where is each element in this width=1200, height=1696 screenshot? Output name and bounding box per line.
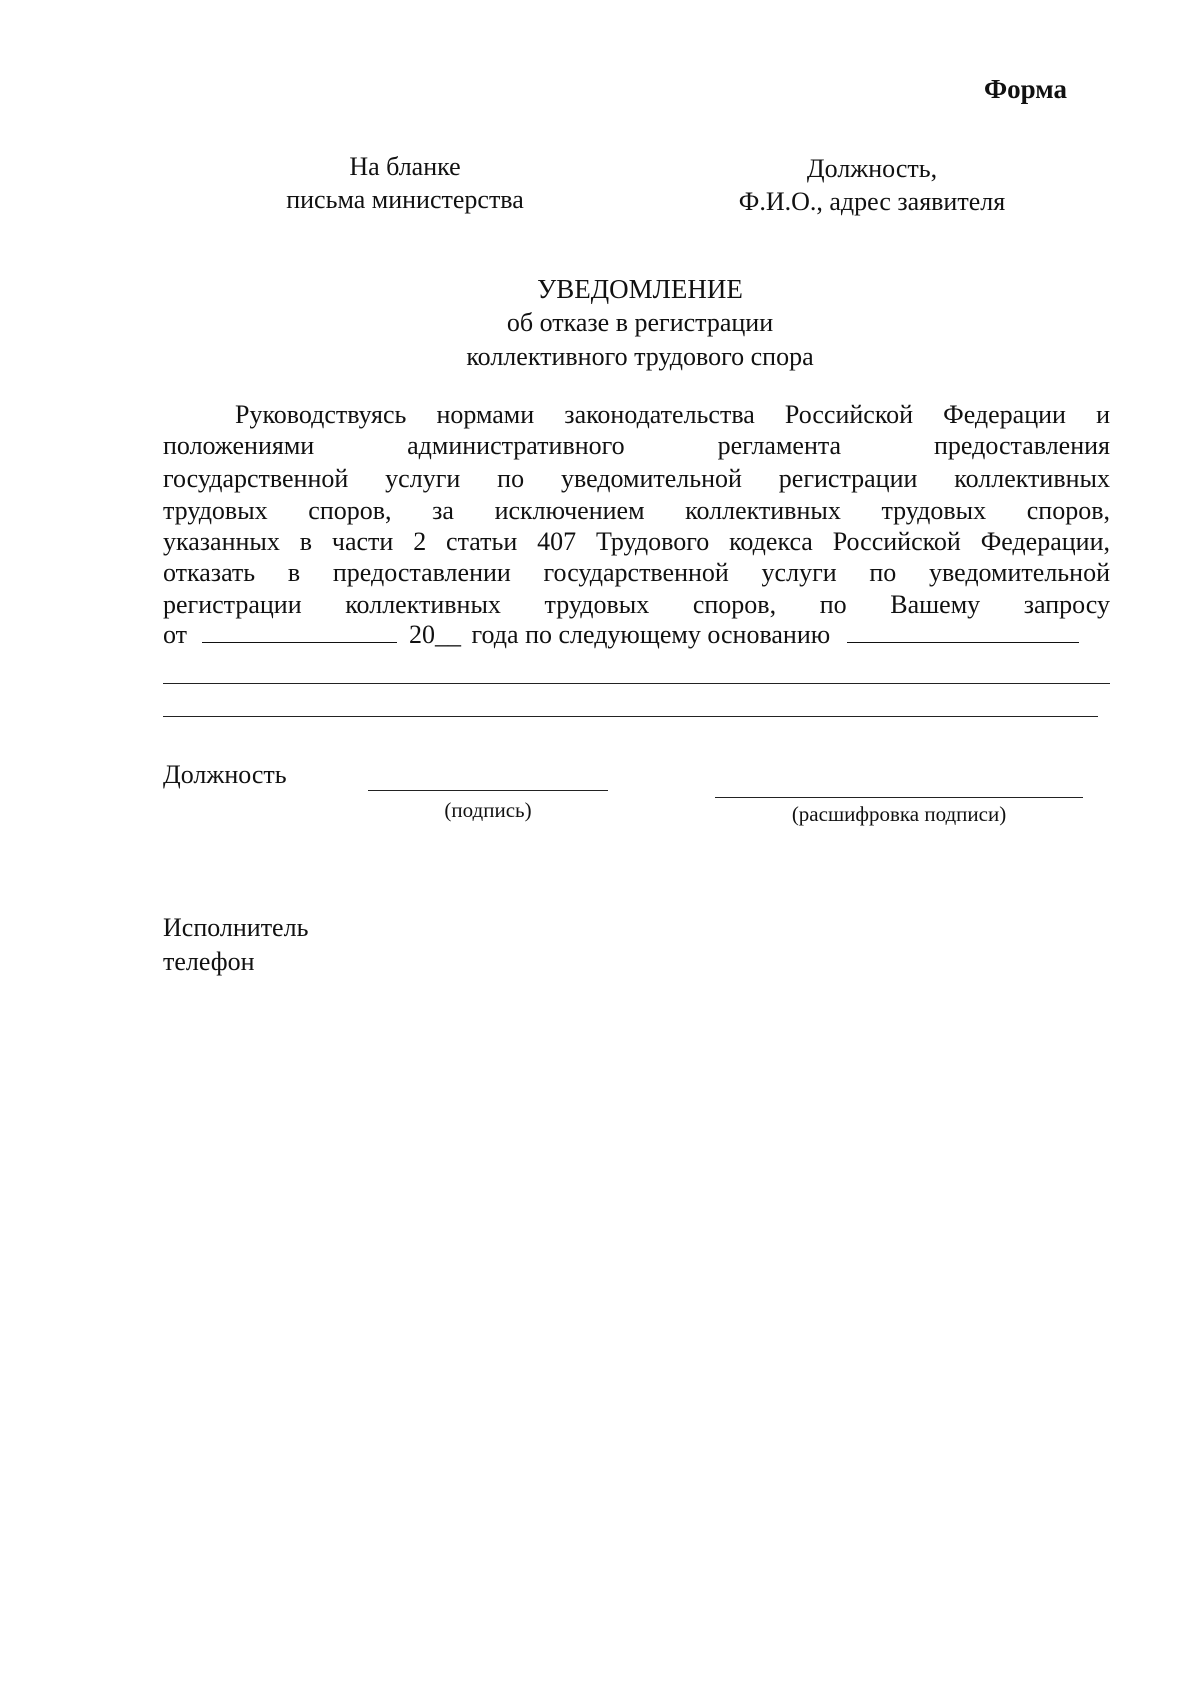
basis-line-1[interactable]: [163, 683, 1110, 684]
subtitle-line-2: коллективного трудового спора: [466, 342, 814, 371]
basis-blank[interactable]: [847, 620, 1079, 643]
letterhead-note: [255, 150, 555, 216]
document-title: УВЕДОМЛЕНИЕ: [537, 274, 743, 304]
basis-label: года по следующему основанию: [471, 620, 831, 649]
body-line-2: положениями административного регламента предоставления: [163, 431, 1110, 460]
addressee-line-1: Должность,: [806, 154, 938, 183]
body-line-7: регистрации коллективных трудовых споров, по Вашему запросу: [163, 590, 1110, 619]
executor-label: Исполнитель: [163, 913, 309, 942]
form-label: Форма: [983, 74, 1067, 104]
letterhead-note-line-2: письма министерства: [286, 185, 524, 214]
year-prefix: 20__: [409, 620, 462, 649]
request-date-line: [163, 620, 1110, 650]
addressee-block: [712, 152, 1032, 218]
document-subtitle: [380, 306, 900, 374]
signature-decoding-line[interactable]: [715, 797, 1083, 798]
from-label: от: [163, 620, 188, 649]
signature-line[interactable]: [368, 790, 608, 791]
body-line-6: отказать в предоставлении государственной услуги по уведомительной: [163, 558, 1110, 587]
body-line-3: государственной услуги по уведомительной регистрации коллективных: [163, 464, 1110, 493]
addressee-line-2: Ф.И.О., адрес заявителя: [738, 187, 1006, 216]
date-blank[interactable]: [202, 620, 397, 643]
body-line-5: указанных в части 2 статьи 407 Трудового кодекса Российской Федерации,: [163, 527, 1110, 556]
body-line-1: Руководствуясь нормами законодательства Российской Федерации и: [235, 400, 1110, 429]
signature-decoding-caption: (расшифровка подписи): [791, 802, 1007, 826]
basis-line-2[interactable]: [163, 716, 1098, 717]
body-line-4: трудовых споров, за исключением коллективных трудовых споров,: [163, 496, 1110, 525]
phone-label: телефон: [163, 947, 255, 976]
subtitle-line-1: об отказе в регистрации: [506, 308, 774, 337]
position-label: Должность: [163, 760, 287, 789]
signature-caption: (подпись): [444, 798, 532, 822]
letterhead-note-line-1: На бланке: [349, 152, 461, 181]
